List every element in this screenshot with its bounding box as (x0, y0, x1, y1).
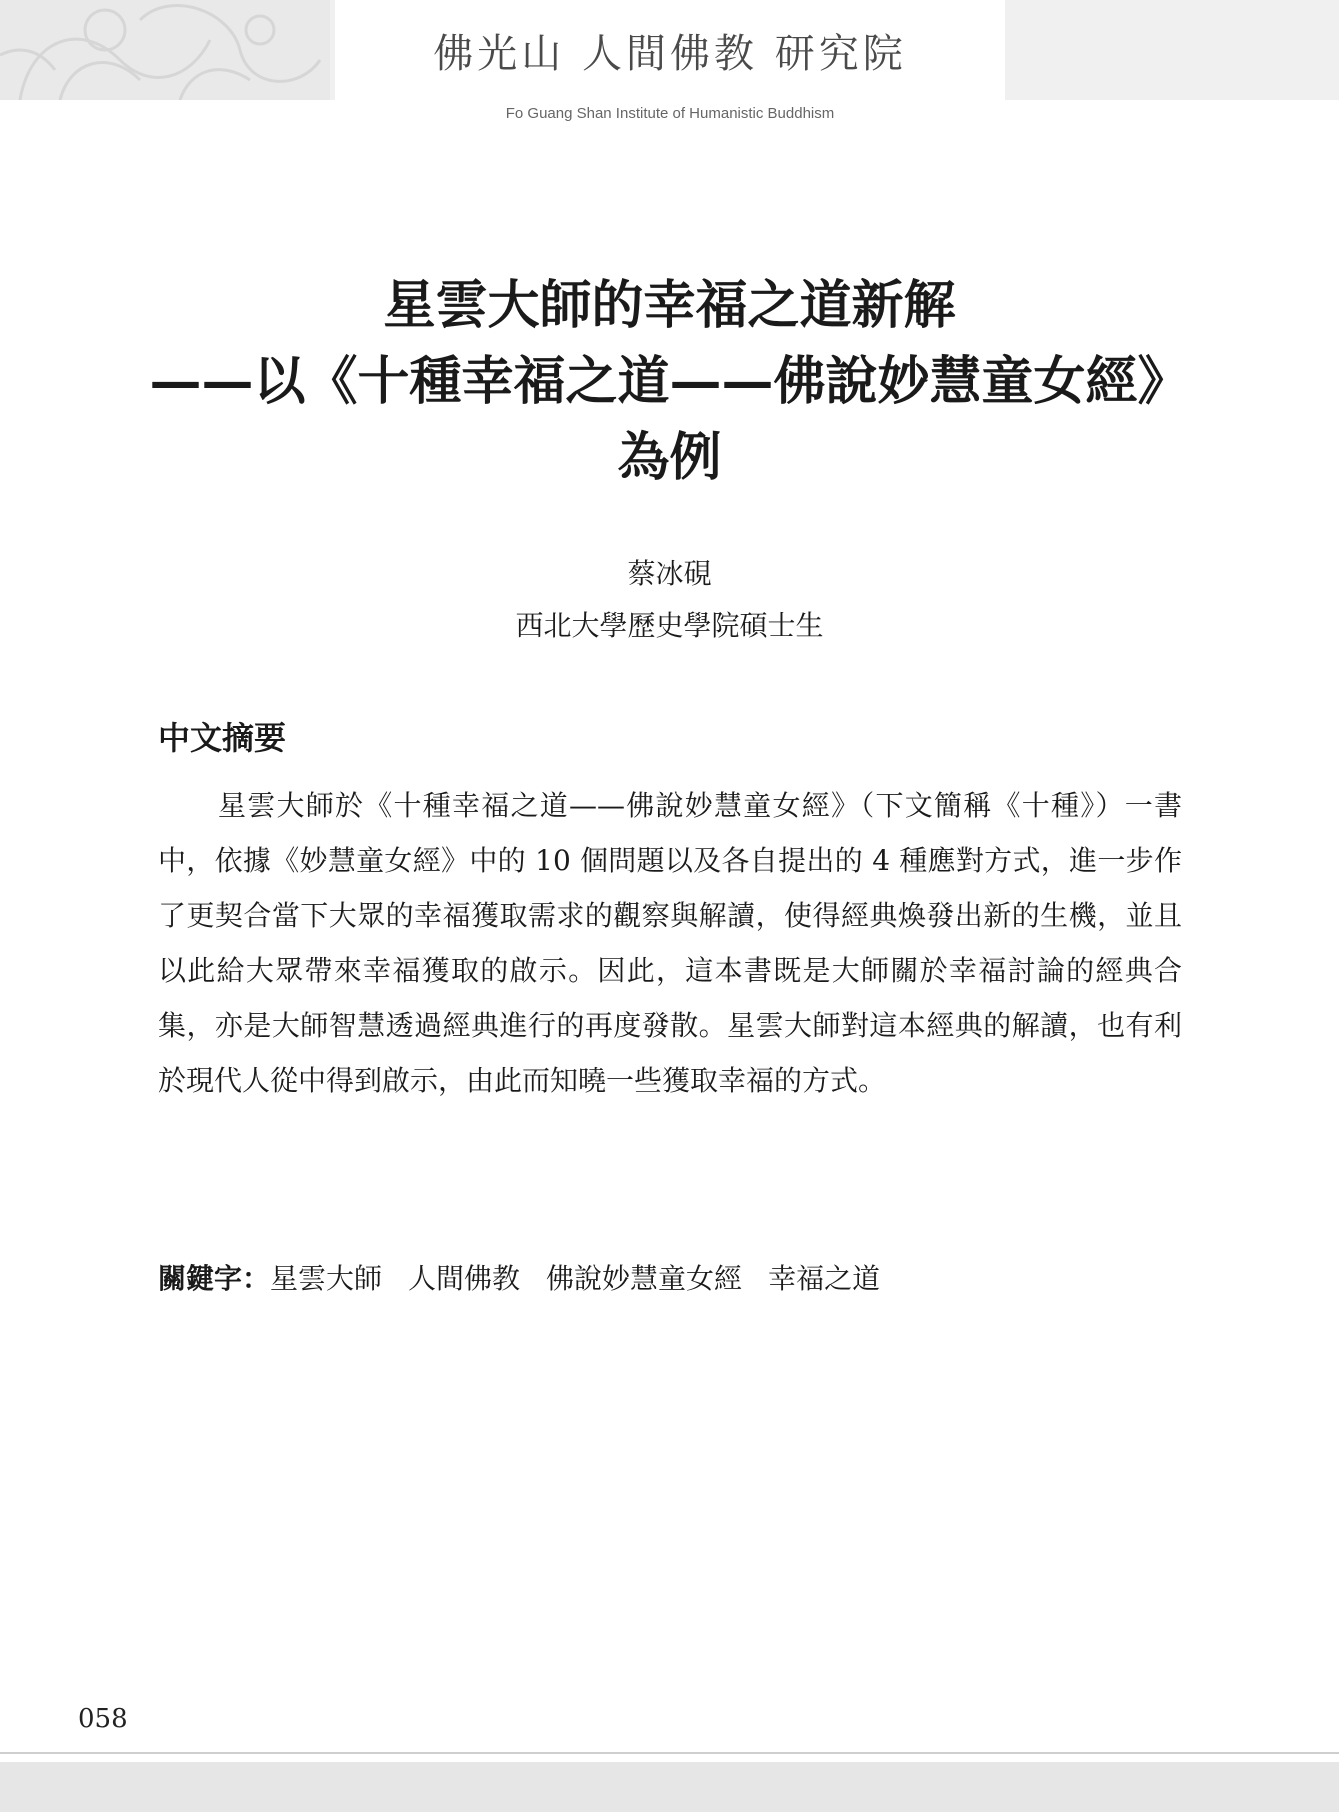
page-header (0, 0, 1339, 100)
keyword: 星雲大師 (270, 1262, 383, 1295)
keyword: 人間佛教 (408, 1262, 521, 1295)
keywords (158, 1262, 906, 1295)
header-right-band (1005, 0, 1339, 100)
keywords-label: 關鍵字： (158, 1262, 271, 1295)
institute-subtitle: Fo Guang Shan Institute of Humanistic Buddhism (505, 105, 835, 122)
lotus-ornament-icon (0, 0, 330, 100)
keyword: 佛說妙慧童女經 (546, 1262, 743, 1295)
author-name: 蔡冰硯 (627, 557, 712, 590)
keyword: 幸福之道 (768, 1262, 881, 1295)
author-affiliation: 西北大學歷史學院碩士生 (515, 609, 824, 642)
abstract-heading: 中文摘要 (158, 719, 287, 757)
footer-divider (0, 1752, 1339, 1754)
title-line: 星雲大師的幸福之道新解 (383, 275, 956, 336)
title-line: 為例 (617, 427, 722, 488)
page-number: 058 (78, 1704, 128, 1734)
abstract-body: 星雲大師於《十種幸福之道——佛說妙慧童女經》（下文簡稱《十種》）一書中，依據《妙慧童女經》中的 10 個問題以及各自提出的 4 種應對方式，進一步作了更契合當下大眾的幸福獲取需求的觀察與解讀，使得經典煥發出新的生機，並且以此給大眾帶來幸福獲取的啟示。因此，這本書既是大師關於幸福討論的經典合集，亦是大師智慧透過經典進行的再度發散。星雲大師對這本經典的解讀，也有利於現代人從中得到啟示，由此而知曉一些獲取幸福的方式。 (158, 789, 1182, 1097)
title-line: ——以《十種幸福之道——佛說妙慧童女經》 (149, 351, 1190, 412)
article-title (100, 268, 1239, 496)
institute-title: 佛光山 人間佛教 研究院 (433, 31, 907, 77)
footer-band (0, 1762, 1339, 1812)
